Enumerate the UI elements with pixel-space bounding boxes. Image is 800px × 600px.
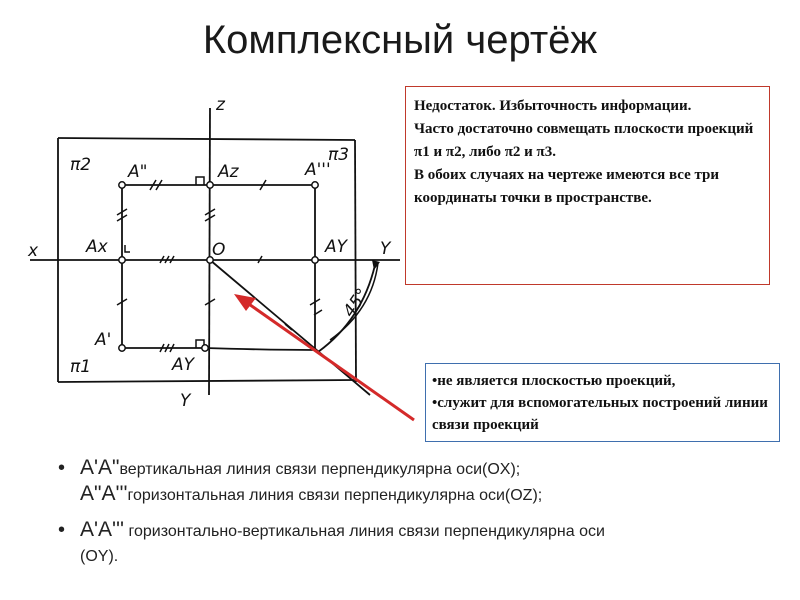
bullet-1-part-3: А"А''' [80,482,128,505]
bullet-1-part-2: вертикальная линия связи перпендикулярна оси(OX); [119,461,521,478]
label-ay-bottom: AY [172,355,195,375]
label-ax: Ax [86,237,108,257]
label-az: Az [218,162,239,182]
note-blue-item-2: •служит для вспомогательных построений линии связи проекций [432,395,768,433]
label-pi2: π2 [70,155,92,175]
label-pi1: π1 [70,357,92,377]
link-lines [122,185,375,395]
label-angle-45: 45° [339,284,374,322]
red-pointer-arrow [246,302,414,420]
bullet-2-part-2: горизонтально-вертикальная линия связи перпендикулярна оси [124,523,605,540]
axis-z [209,108,210,395]
label-pi3: π3 [328,145,350,165]
note-red-line-3: В обоих случаях на чертеже имеются все три координаты точки в пространстве. [414,167,720,206]
bullet-item-2 [58,518,778,569]
label-a2: A" [128,162,148,182]
auxiliary-line-note [425,363,780,442]
label-y-right: Y [380,239,391,259]
bullet-1-part-4: горизонтальная линия связи перпендикулярна оси(OZ); [127,487,543,504]
bullet-item-1 [58,456,778,508]
label-a1: A' [95,330,112,350]
slide-title: Комплексный чертёж [202,18,598,62]
label-y-bottom: Y [180,391,191,411]
angle-arrowhead [372,260,380,270]
bullet-2-part-1: А'А''' [80,518,125,541]
tick-marks [117,180,322,352]
label-x: x [28,241,39,261]
bullet-list [58,456,778,579]
bullet-2-part-3: (OY). [80,548,119,565]
bullet-1-part-1: А'А" [80,456,120,479]
note-red-line-1: Недостаток. Избыточность информации. [414,98,692,114]
label-z: z [216,95,225,115]
note-red-line-2: Часто достаточно совмещать плоскости проекций π1 и π2, либо π2 и π3. [414,121,754,160]
note-blue-item-1: •не является плоскостью проекций, [432,373,676,389]
label-origin: O [212,240,226,260]
label-ay-right: AY [325,237,348,257]
label-a3: A''' [305,160,331,180]
disadvantage-note [405,86,770,285]
